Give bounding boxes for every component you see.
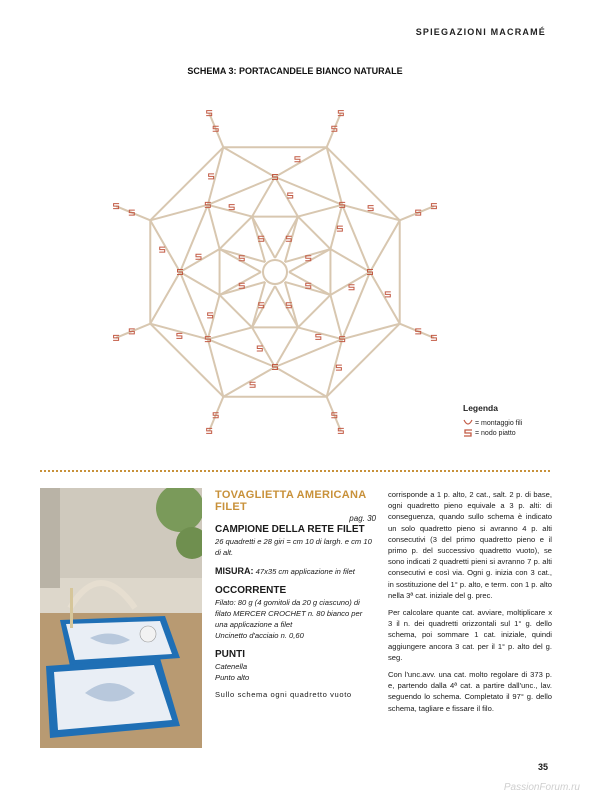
diagram-cords <box>116 113 434 431</box>
misura-label: MISURA: <box>215 566 254 576</box>
legend-label-nodo-piatto: = nodo piatto <box>475 429 516 437</box>
campione-heading: CAMPIONE DELLA RETE FILET <box>215 524 365 535</box>
misura-text: 47x35 cm applicazione in filet <box>255 567 355 576</box>
instructions-paragraph-1: corrisponde a 1 p. alto, 2 cat., salt. 2 p. di base, ogni quadretto pieno equivale a 3 p. alti: di conseguenza, quando sullo schema è indicato un solo quadretto pieno si avranno 4 p. alti consecutivi (3 del primo quadretto pieno e il primo p. del successivo quadretto vuoto), se sono indicati 2 quadretti pieni si avranno 7 p. alti consecutivi e così via. Ogni g. inizia con 3 cat., in sostituzione del 1° p. alto, e term. con 1 p. alto nella 3ª cat. iniziale del g. prec. <box>388 490 552 600</box>
instructions-paragraph-3: Con l'unc.avv. una cat. molto regolare di 373 p. e, partendo dalla 4ª cat. a partire dall'unc., lav. seguendo lo schema. Completato il 97° g. dello schema, tagliare e fissare il filo. <box>388 670 552 713</box>
page-number: 35 <box>537 762 548 772</box>
intro-text: Sullo schema ogni quadretto vuoto <box>215 690 352 699</box>
diagram-knots <box>113 111 437 434</box>
article-column <box>215 489 376 700</box>
instructions-paragraph-2: Per calcolare quante cat. avviare, moltiplicare x 3 il n. dei quadretti orizzontali sul 1° g. dello schema, poi sommare 1 cat. iniziale, quindi aggiungere ancora 3 cat. per il 1° p. alto del g. seg. <box>388 608 552 662</box>
punti-item: Catenella <box>215 662 248 671</box>
occorrente-heading: OCCORRENTE <box>215 585 287 596</box>
macrame-diagram <box>80 82 470 462</box>
misura-line <box>215 566 376 577</box>
punti-heading: PUNTI <box>215 649 245 660</box>
occorrente-text: Filato: 80 g (4 gomitoli da 20 g ciascuno) di filato MERCER CROCHET n. 80 bianco per una applicazione a filet <box>215 598 363 629</box>
legend-item-nodo-piatto <box>463 429 522 437</box>
punti-item: Punto alto <box>215 673 250 682</box>
legend-item-montaggio <box>463 419 522 427</box>
watermark: PassionForum.ru <box>503 782 580 793</box>
page-reference: pag. 30 <box>349 514 376 523</box>
placemat-photo <box>40 488 202 748</box>
legend-title: Legenda <box>463 403 498 413</box>
occorrente-hook: Uncinetto d'acciaio n. 0,60 <box>215 631 304 640</box>
article-title: TOVAGLIETTA AMERICANA FILET <box>215 489 367 513</box>
campione-text: 26 quadretti e 28 giri = cm 10 di largh. e cm 10 di alt. <box>215 537 372 557</box>
schema-title: SCHEMA 3: PORTACANDELE BIANCO NATURALE <box>187 66 403 76</box>
instructions-column <box>388 489 552 720</box>
montaggio-icon <box>463 419 473 427</box>
section-header: SPIEGAZIONI MACRAMÉ <box>415 27 546 37</box>
nodo-piatto-icon <box>463 429 473 437</box>
legend-label-montaggio: = montaggio fili <box>475 419 523 427</box>
section-divider <box>40 470 550 472</box>
legend <box>463 403 522 437</box>
